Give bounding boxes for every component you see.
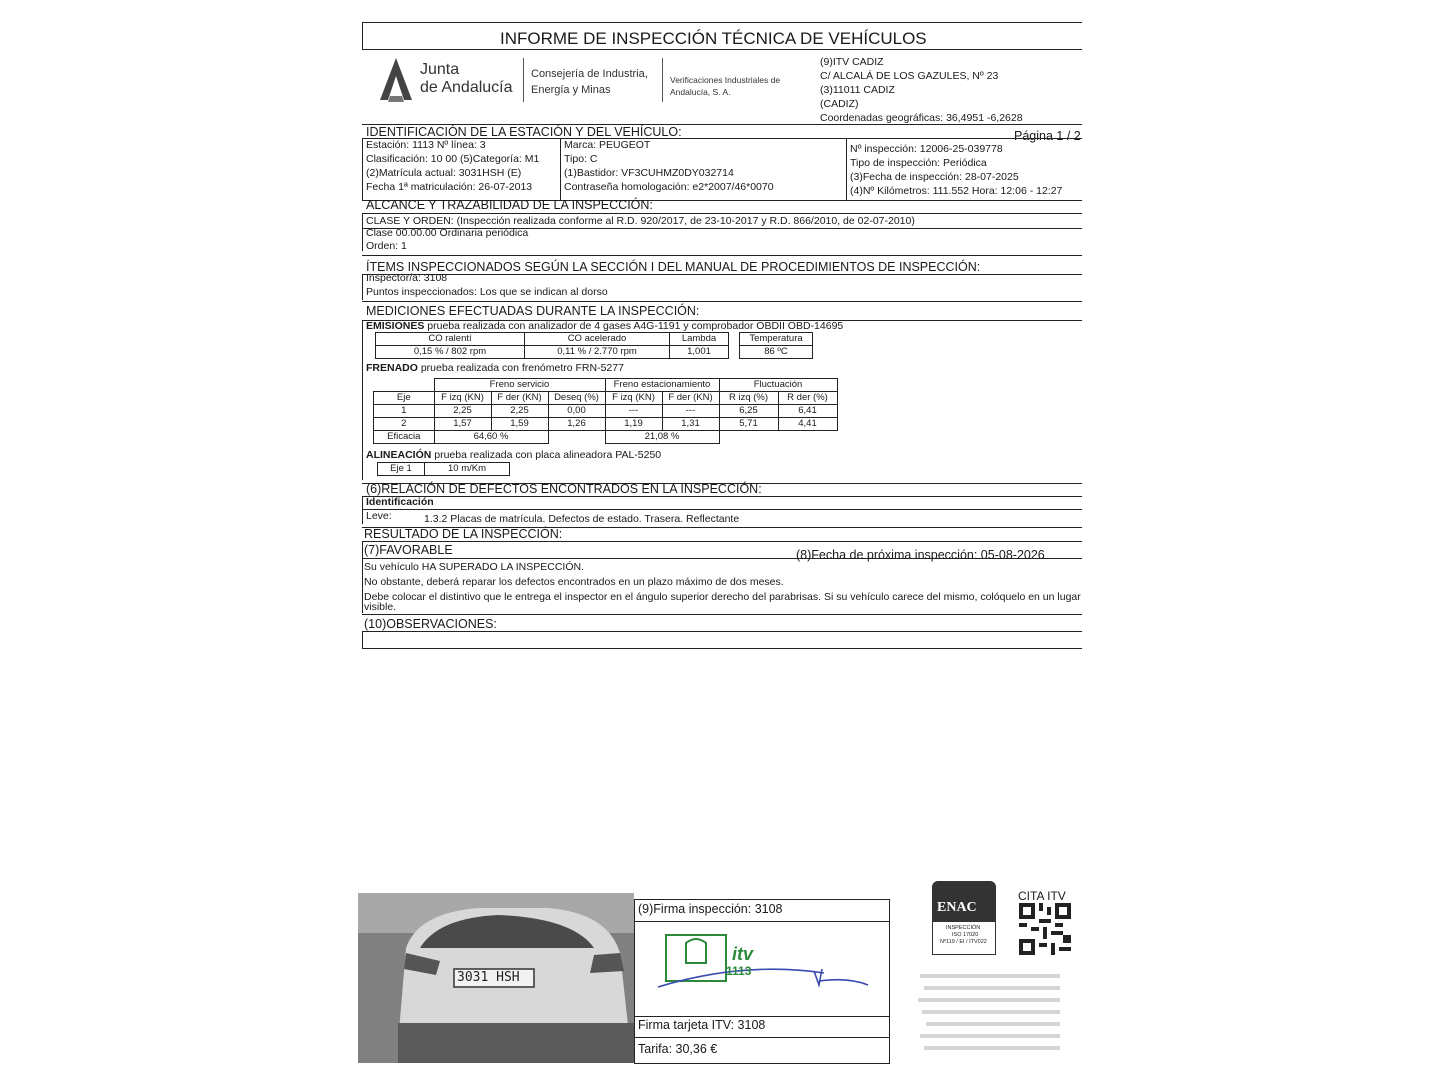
enac-label: ENAC <box>937 900 977 915</box>
firma-inspeccion: (9)Firma inspección: 3108 <box>638 902 783 916</box>
id-field: Estación: 1113 Nº línea: 3 <box>366 139 486 151</box>
consejeria-line2: Energía y Minas <box>531 84 611 96</box>
emisiones-line <box>366 321 843 332</box>
enac-small: ISO 17020 <box>952 932 979 938</box>
freno-header: F izq (KN) <box>605 392 662 405</box>
station-line: (CADIZ) <box>820 98 859 110</box>
freno-cell: 1,59 <box>491 418 548 431</box>
alcance-line: Clase 00.00.00 Ordinaria periódica <box>366 227 529 239</box>
eficacia-label: Eficacia <box>374 431 435 444</box>
station-line: (3)11011 CADIZ <box>820 84 895 96</box>
defectos-sub: Identificación <box>366 496 434 508</box>
vehicle-field: (1)Bastidor: VF3CUHMZ0DY032714 <box>564 167 734 179</box>
freno-cell: 1 <box>374 405 435 418</box>
freno-cell: 5,71 <box>719 418 778 431</box>
result-line: Debe colocar el distintivo que le entrega el inspector en el ángulo superior derecho del parabrisas. Si su vehículo carece del mismo, colóquelo en un lugar <box>364 591 1081 603</box>
freno-header: F der (KN) <box>491 392 548 405</box>
alcance-line: CLASE Y ORDEN: (Inspección realizada conforme al R.D. 920/2017, de 23-10-2017 y R.D. 866/2010, de 02-07-2010) <box>366 215 915 227</box>
consejeria-line1: Consejería de Industria, <box>531 68 648 80</box>
inspector: Inspector/a: 3108 <box>366 272 448 284</box>
emis-value: 86 ºC <box>740 346 813 359</box>
freno-cell: 0,00 <box>548 405 605 418</box>
emis-header: Lambda <box>670 333 729 346</box>
qr-code-icon[interactable] <box>1019 903 1071 955</box>
station-line: C/ ALCALÁ DE LOS GAZULES, Nº 23 <box>820 70 999 82</box>
emis-header: CO ralentí <box>376 333 525 346</box>
emis-header: Temperatura <box>740 333 813 346</box>
emis-header: CO acelerado <box>525 333 670 346</box>
vehicle-field: Tipo: C <box>564 153 598 165</box>
freno-cell: 1,57 <box>434 418 491 431</box>
freno-group: Fluctuación <box>719 379 837 392</box>
frenado-line <box>366 363 624 374</box>
freno-cell: --- <box>662 405 719 418</box>
brake-table <box>373 378 838 444</box>
freno-group: Freno servicio <box>434 379 605 392</box>
emis-value: 0,11 % / 2.770 rpm <box>525 346 670 359</box>
result-line: No obstante, deberá reparar los defectos encontrados en un plazo máximo de dos meses. <box>364 576 784 588</box>
id-field: Clasificación: 10 00 (5)Categoría: M1 <box>366 153 540 165</box>
alignment-table <box>377 462 510 476</box>
report-title: INFORME DE INSPECCIÓN TÉCNICA DE VEHÍCULOS <box>500 29 927 48</box>
frenado-label: FRENADO <box>366 362 418 374</box>
eficacia-servicio: 64,60 % <box>434 431 548 444</box>
inspection-field: Nº inspección: 12006-25-039778 <box>850 143 1003 155</box>
section-heading-alcance: ALCANCE Y TRAZABILIDAD DE LA INSPECCIÓN: <box>366 198 653 212</box>
emis-value: 1,001 <box>670 346 729 359</box>
vehicle-photo <box>358 893 634 1063</box>
result-status: (7)FAVORABLE <box>364 543 453 557</box>
firma-tarjeta: Firma tarjeta ITV: 3108 <box>638 1018 766 1032</box>
section-heading-resultado: RESULTADO DE LA INSPECCIÓN: <box>364 527 563 541</box>
emisiones-label: EMISIONES <box>366 320 425 332</box>
vehicle-field: Marca: PEUGEOT <box>564 139 651 151</box>
verificaciones-line2: Andalucía, S. A. <box>670 87 731 97</box>
emis-value: 0,15 % / 802 rpm <box>376 346 525 359</box>
cita-itv-label: CITA ITV <box>1018 889 1066 903</box>
vehicle-field: Contraseña homologación: e2*2007/46*0070 <box>564 181 774 193</box>
freno-header: R izq (%) <box>719 392 778 405</box>
freno-cell: 6,41 <box>778 405 837 418</box>
table-row <box>374 405 838 418</box>
id-field: Fecha 1ª matriculación: 26-07-2013 <box>366 181 533 193</box>
freno-header: F der (KN) <box>662 392 719 405</box>
emisiones-text: prueba realizada con analizador de 4 gases A4G-1191 y comprobador OBDII OBD-14695 <box>424 320 844 332</box>
freno-header: Deseq (%) <box>548 392 605 405</box>
station-line: (9)ITV CADIZ <box>820 56 884 68</box>
table-row <box>374 418 838 431</box>
defect-level: Leve: <box>366 510 392 522</box>
freno-cell: 6,25 <box>719 405 778 418</box>
freno-header: F izq (KN) <box>434 392 491 405</box>
stamp-text: itv <box>732 944 754 964</box>
result-line: visible. <box>364 601 397 613</box>
freno-cell: 2 <box>374 418 435 431</box>
tarifa: Tarifa: 30,36 € <box>638 1042 718 1056</box>
freno-cell: 1,31 <box>662 418 719 431</box>
inspection-field: (3)Fecha de inspección: 28-07-2025 <box>850 171 1019 183</box>
alin-eje: Eje 1 <box>378 463 425 476</box>
bleed-through-text <box>914 970 1066 1062</box>
junta-andalucia-logo-icon <box>376 56 416 104</box>
section-heading-mediciones: MEDICIONES EFECTUADAS DURANTE LA INSPECCIÓN: <box>366 304 700 318</box>
freno-cell: 2,25 <box>491 405 548 418</box>
station-coords: Coordenadas geográficas: 36,4951 -6,2628 <box>820 112 1023 124</box>
page-number: Página 1 / 2 <box>1014 129 1081 143</box>
id-field: (2)Matrícula actual: 3031HSH (E) <box>366 167 522 179</box>
org-name-line1: Junta <box>420 61 460 78</box>
license-plate: 3031 HSH <box>457 970 520 985</box>
inspection-field: Tipo de inspección: Periódica <box>850 157 987 169</box>
bleed-lines-icon <box>914 970 1066 1062</box>
section-heading-observaciones: (10)OBSERVACIONES: <box>364 617 497 631</box>
enac-small: INSPECCIÓN <box>946 925 981 931</box>
signature-box <box>634 899 890 1064</box>
inspection-report <box>360 22 1082 650</box>
alineacion-line <box>366 450 661 461</box>
freno-cell: 1,19 <box>605 418 662 431</box>
next-inspection-date: (8)Fecha de próxima inspección: 05-08-2026 <box>796 548 1045 562</box>
org-name-line2: de Andalucía <box>420 79 513 96</box>
freno-cell: 1,26 <box>548 418 605 431</box>
freno-cell: --- <box>605 405 662 418</box>
freno-cell: 2,25 <box>434 405 491 418</box>
freno-header: R der (%) <box>778 392 837 405</box>
stamp-number: 1113 <box>726 964 752 978</box>
alin-value: 10 m/Km <box>425 463 510 476</box>
alineacion-text: prueba realizada con placa alineadora PAL-5250 <box>431 449 662 461</box>
freno-header: Eje <box>374 392 435 405</box>
section-heading-defectos: (6)RELACIÓN DE DEFECTOS ENCONTRADOS EN LA INSPECCIÓN: <box>366 482 762 496</box>
section-heading-identificacion: IDENTIFICACIÓN DE LA ESTACIÓN Y DEL VEHÍCULO: <box>366 125 682 139</box>
verificaciones-line1: Verificaciones Industriales de <box>670 75 781 85</box>
inspection-field: (4)Nº Kilómetros: 111.552 Hora: 12:06 - 12:27 <box>850 185 1063 197</box>
emissions-table <box>375 332 813 359</box>
enac-badge <box>932 881 996 955</box>
eficacia-estacionamiento: 21,08 % <box>605 431 719 444</box>
freno-group: Freno estacionamiento <box>605 379 719 392</box>
enac-small: Nº119 / EI / ITV022 <box>940 939 987 945</box>
puntos-inspeccionados: Puntos inspeccionados: Los que se indican al dorso <box>366 286 608 298</box>
alcance-line: Orden: 1 <box>366 240 407 252</box>
result-line: Su vehículo HA SUPERADO LA INSPECCIÓN. <box>364 561 584 573</box>
freno-cell: 4,41 <box>778 418 837 431</box>
defect-text: 1.3.2 Placas de matrícula. Defectos de estado. Trasera. Reflectante <box>424 513 740 525</box>
itv-stamp-icon <box>654 931 874 997</box>
alineacion-label: ALINEACIÓN <box>366 449 432 461</box>
section-heading-items: ÍTEMS INSPECCIONADOS SEGÚN LA SECCIÓN I DEL MANUAL DE PROCEDIMIENTOS DE INSPECCIÓN: <box>366 260 981 274</box>
frenado-text: prueba realizada con frenómetro FRN-5277 <box>417 362 624 374</box>
